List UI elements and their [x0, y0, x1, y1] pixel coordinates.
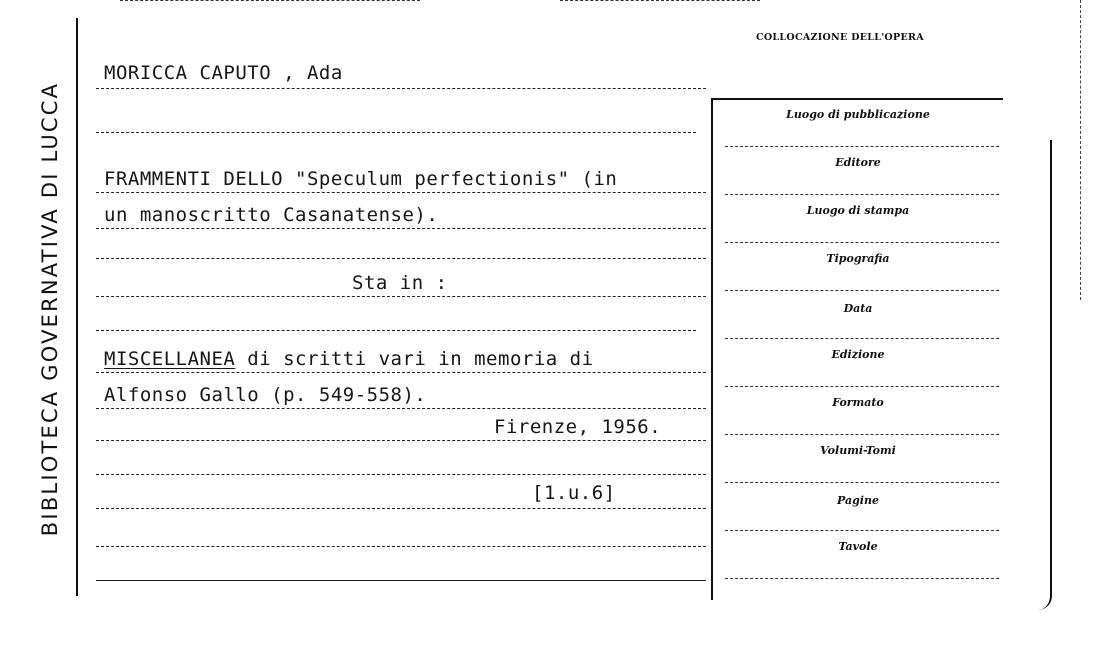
- rule-4: [96, 228, 706, 229]
- title-line-1: FRAMMENTI DELLO "Speculum perfectionis" (in: [104, 168, 618, 190]
- place-year: Firenze, 1956.: [494, 416, 662, 438]
- field-rule-5: [725, 338, 999, 339]
- shelfmark: [1.u.6]: [532, 482, 616, 504]
- library-name: BIBLIOTECA GOVERNATIVA DI LUCCA: [38, 81, 62, 537]
- field-data: Data: [843, 302, 873, 315]
- field-pagine: Pagine: [837, 494, 879, 507]
- field-rule-8: [725, 482, 999, 483]
- field-tipografia: Tipografia: [826, 252, 890, 265]
- miscellanea-rest: di scritti vari in memoria di: [235, 348, 594, 370]
- publication-fields-box: [711, 98, 1003, 600]
- field-rule-1: [725, 146, 999, 147]
- field-rule-2: [725, 194, 999, 195]
- rule-3: [96, 192, 706, 193]
- author-line: MORICCA CAPUTO , Ada: [104, 62, 343, 84]
- title-line-2: un manoscritto Casanatense).: [104, 204, 439, 226]
- field-edizione: Edizione: [831, 348, 885, 361]
- rule-9: [96, 408, 706, 409]
- field-rule-3: [725, 242, 999, 243]
- rule-7: [96, 330, 696, 331]
- field-formato: Formato: [832, 396, 884, 409]
- field-editore: Editore: [835, 156, 881, 169]
- rule-14: [96, 580, 706, 581]
- library-label-column: [30, 18, 70, 600]
- field-rule-4: [725, 290, 999, 291]
- field-tavole: Tavole: [838, 540, 878, 553]
- rule-5: [96, 258, 706, 259]
- field-rule-7: [725, 434, 999, 435]
- rule-1: [96, 88, 706, 89]
- field-volumi-tomi: Volumi-Tomi: [820, 444, 896, 457]
- rule-13: [96, 546, 706, 547]
- field-luogo-pubblicazione: Luogo di pubblicazione: [786, 108, 930, 121]
- field-rule-10: [725, 578, 999, 579]
- miscellanea-line: [104, 348, 594, 370]
- field-rule-9: [725, 530, 999, 531]
- rule-10: [96, 440, 706, 441]
- collocazione-header: COLLOCAZIONE DELL'OPERA: [756, 32, 924, 43]
- field-luogo-stampa: Luogo di stampa: [806, 204, 910, 217]
- miscellanea-line-2: Alfonso Gallo (p. 549-558).: [104, 384, 427, 406]
- field-rule-6: [725, 386, 999, 387]
- rule-11: [96, 474, 706, 475]
- rule-2: [96, 132, 696, 133]
- rule-8: [96, 372, 706, 373]
- sta-in-label: Sta in :: [352, 272, 448, 294]
- margin-rule: [76, 18, 78, 596]
- rule-12: [96, 508, 706, 509]
- rule-6: [96, 296, 706, 297]
- card-bracket: [1036, 140, 1052, 610]
- miscellanea-title: MISCELLANEA: [104, 348, 236, 370]
- card-right-edge: [1080, 0, 1083, 300]
